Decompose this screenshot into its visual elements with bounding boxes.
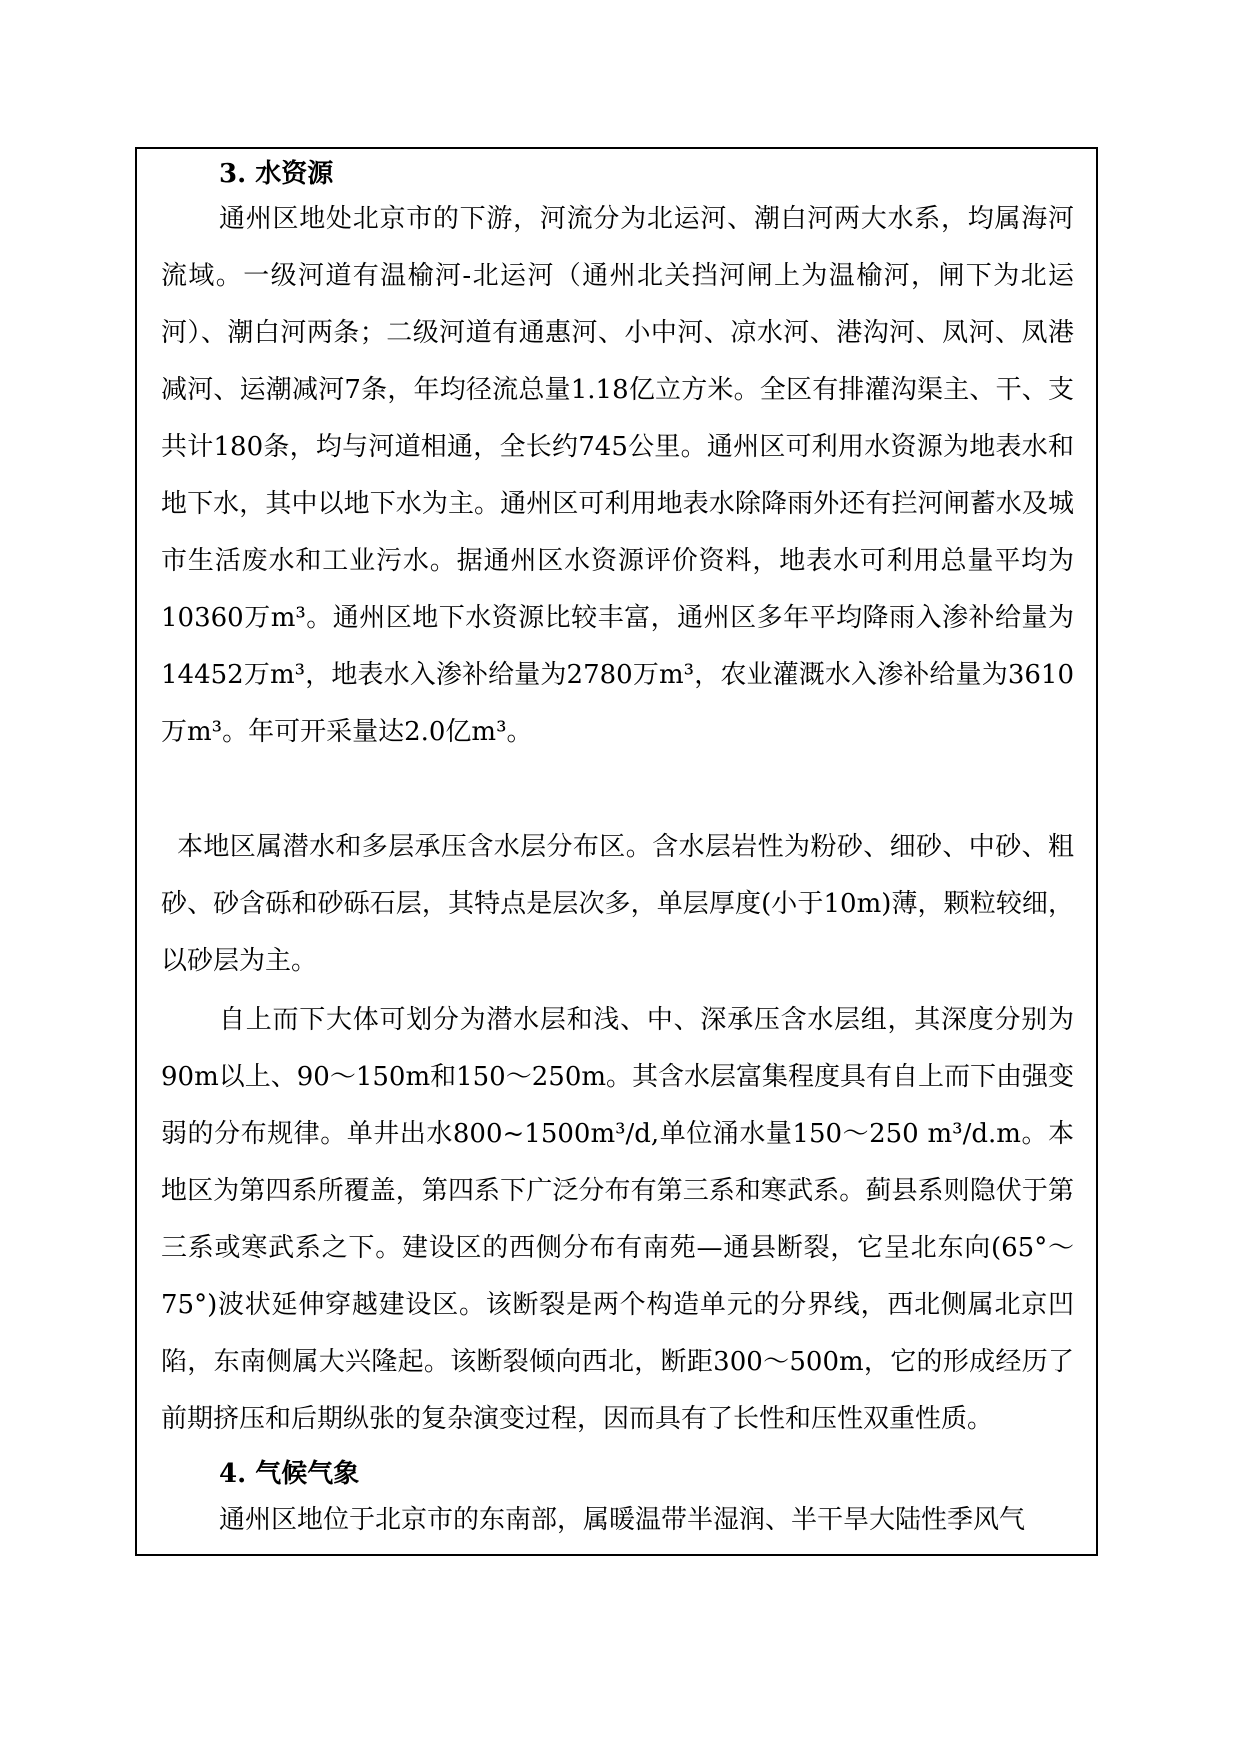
section-4-heading: 4. 气候气象: [219, 1459, 360, 1489]
section-3-paragraph-1: 通州区地处北京市的下游，河流分为北运河、潮白河两大水系，均属海河流域。一级河道有温榆河-北运河（通州北关挡河闸上为温榆河，闸下为北运河）、潮白河两条；二级河道有通惠河、小中河、凉水河、港沟河、凤河、凤港减河、运潮减河7条，年均径流总量1.18亿立方米。全区有排灌沟渠主、干、支共计180条，均与河道相通，全长约745公里。通州区可利用水资源为地表水和地下水，其中以地下水为主。通州区可利用地表水除降雨外还有拦河闸蓄水及城市生活废水和工业污水。据通州区水资源评价资料，地表水可利用总量平均为10360万m³。通州区地下水资源比较丰富，通州区多年平均降雨入渗补给量为14452万m³，地表水入渗补给量为2780万m³，农业灌溉水入渗补给量为3610万m³。年可开采量达2.0亿m³。: [161, 204, 1074, 747]
section-3-heading: 3. 水资源: [219, 159, 334, 189]
section-4-paragraph-1: 通州区地位于北京市的东南部，属暖温带半湿润、半干旱大陆性季风气: [219, 1505, 1026, 1535]
section-3-paragraph-3: 自上而下大体可划分为潜水层和浅、中、深承压含水层组，其深度分别为90m以上、90～150m和150～250m。其含水层富集程度具有自上而下由强变弱的分布规律。单井出水800~1500m³/d,单位涌水量150～250 m³/d.m。本地区为第四系所覆盖，第四系下广泛分布有第三系和寒武系。蓟县系则隐伏于第三系或寒武系之下。建设区的西侧分布有南苑—通县断裂，它呈北东向(65°～75°)波状延伸穿越建设区。该断裂是两个构造单元的分界线，西北侧属北京凹陷，东南侧属大兴隆起。该断裂倾向西北，断距300～500m，它的形成经历了前期挤压和后期纵张的复杂演变过程，因而具有了长性和压性双重性质。: [161, 1005, 1075, 1434]
section-3-paragraph-2: 本地区属潜水和多层承压含水层分布区。含水层岩性为粉砂、细砂、中砂、粗砂、砂含砾和砂砾石层，其特点是层次多，单层厚度(小于10m)薄，颗粒较细，以砂层为主。: [161, 832, 1074, 976]
document-table-cell: [135, 147, 1098, 1556]
